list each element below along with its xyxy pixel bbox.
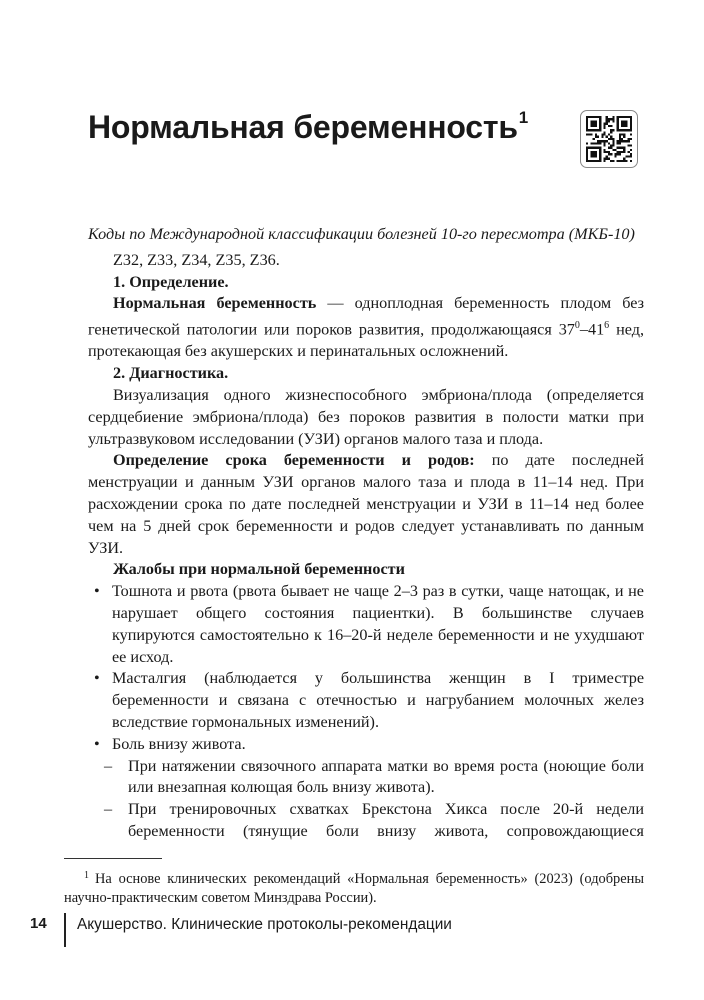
definition-paragraph: Нормальная беременность — одноплодная беременность плодом без генетической патологии или пороков развития, продолжающаяся $37^0-41^6$ нед, протекающая без акушерских и перинатальных осложнений. (88, 294, 645, 361)
page-title: Нормальная беременность$^1$ (88, 108, 529, 145)
section-definition-heading: 1. Определение. (113, 272, 229, 291)
list-item: • Масталгия (наблюдается у большинства женщин в I триместре беременности и связана с отечностью и нагрубанием молочных желез вследствие гормональных изменений). (88, 668, 644, 733)
diagnostics-paragraph: Визуализация одного жизнеспособного эмбриона/плода (определяется сердцебиение эмбриона/плода) без пороков развития в полости матки при ультразвуковом исследовании (УЗИ) органов малого таза и плода. (88, 385, 644, 448)
footnote-text: На основе клинических рекомендаций «Нормальная беременность» (2023) (одобрены научно-практическим советом Минздрава России). (64, 871, 644, 906)
sub-list-item: – При тренировочных схватках Брекстона Хикса после 20-й недели беременности (тянущие боли внизу живота, сопровождающиеся (104, 800, 644, 840)
footnote-mark: 1 (84, 870, 89, 881)
list-item: • Тошнота и рвота (рвота бывает не чаще 2–3 раз в сутки, чаще натощак, и не нарушает общего состояния пациентки). В большинстве случаев купируются самостоятельно к 16–20-й неделе беременности и не ухудшают ее исход. (88, 581, 644, 668)
footnote (64, 866, 644, 908)
icd-codes-list: Z32, Z33, Z34, Z35, Z36. (113, 250, 280, 269)
sub-list-item: – При натяжении связочного аппарата матки во время роста (ноющие боли или внезапная колющая боль внизу живота). (104, 756, 644, 797)
main-text (88, 224, 644, 843)
page-number: 14 (30, 915, 47, 932)
gestational-age-heading: Определение срока беременности и родов: (113, 451, 475, 470)
running-title: Акушерство. Клинические протоколы-рекомендации (77, 916, 452, 933)
qr-code-graphic (586, 116, 632, 162)
title-footnote-mark[interactable]: 1 (518, 108, 529, 127)
complaints-heading: Жалобы при нормальной беременности (113, 560, 405, 579)
footnote-divider (64, 858, 162, 859)
icd-codes-heading: Коды по Международной классификации болезней 10-го пересмотра (МКБ-10) (88, 225, 635, 243)
footer-divider (64, 913, 66, 947)
qr-code-icon[interactable] (580, 110, 638, 168)
definition-term: Нормальная беременность (113, 294, 317, 313)
section-diagnostics-heading: 2. Диагностика. (113, 364, 229, 383)
list-item: • Боль внизу живота. (88, 734, 644, 756)
gestational-age-paragraph: Определение срока беременности и родов: по дате последней менструации и данным УЗИ органов малого таза и плода в 11–14 нед. При расхождении срока по дате последней менструации и УЗИ в 11–14 нед более чем на 5 дней срок беременности и родов следует устанавливать по данным УЗИ. (88, 451, 644, 557)
